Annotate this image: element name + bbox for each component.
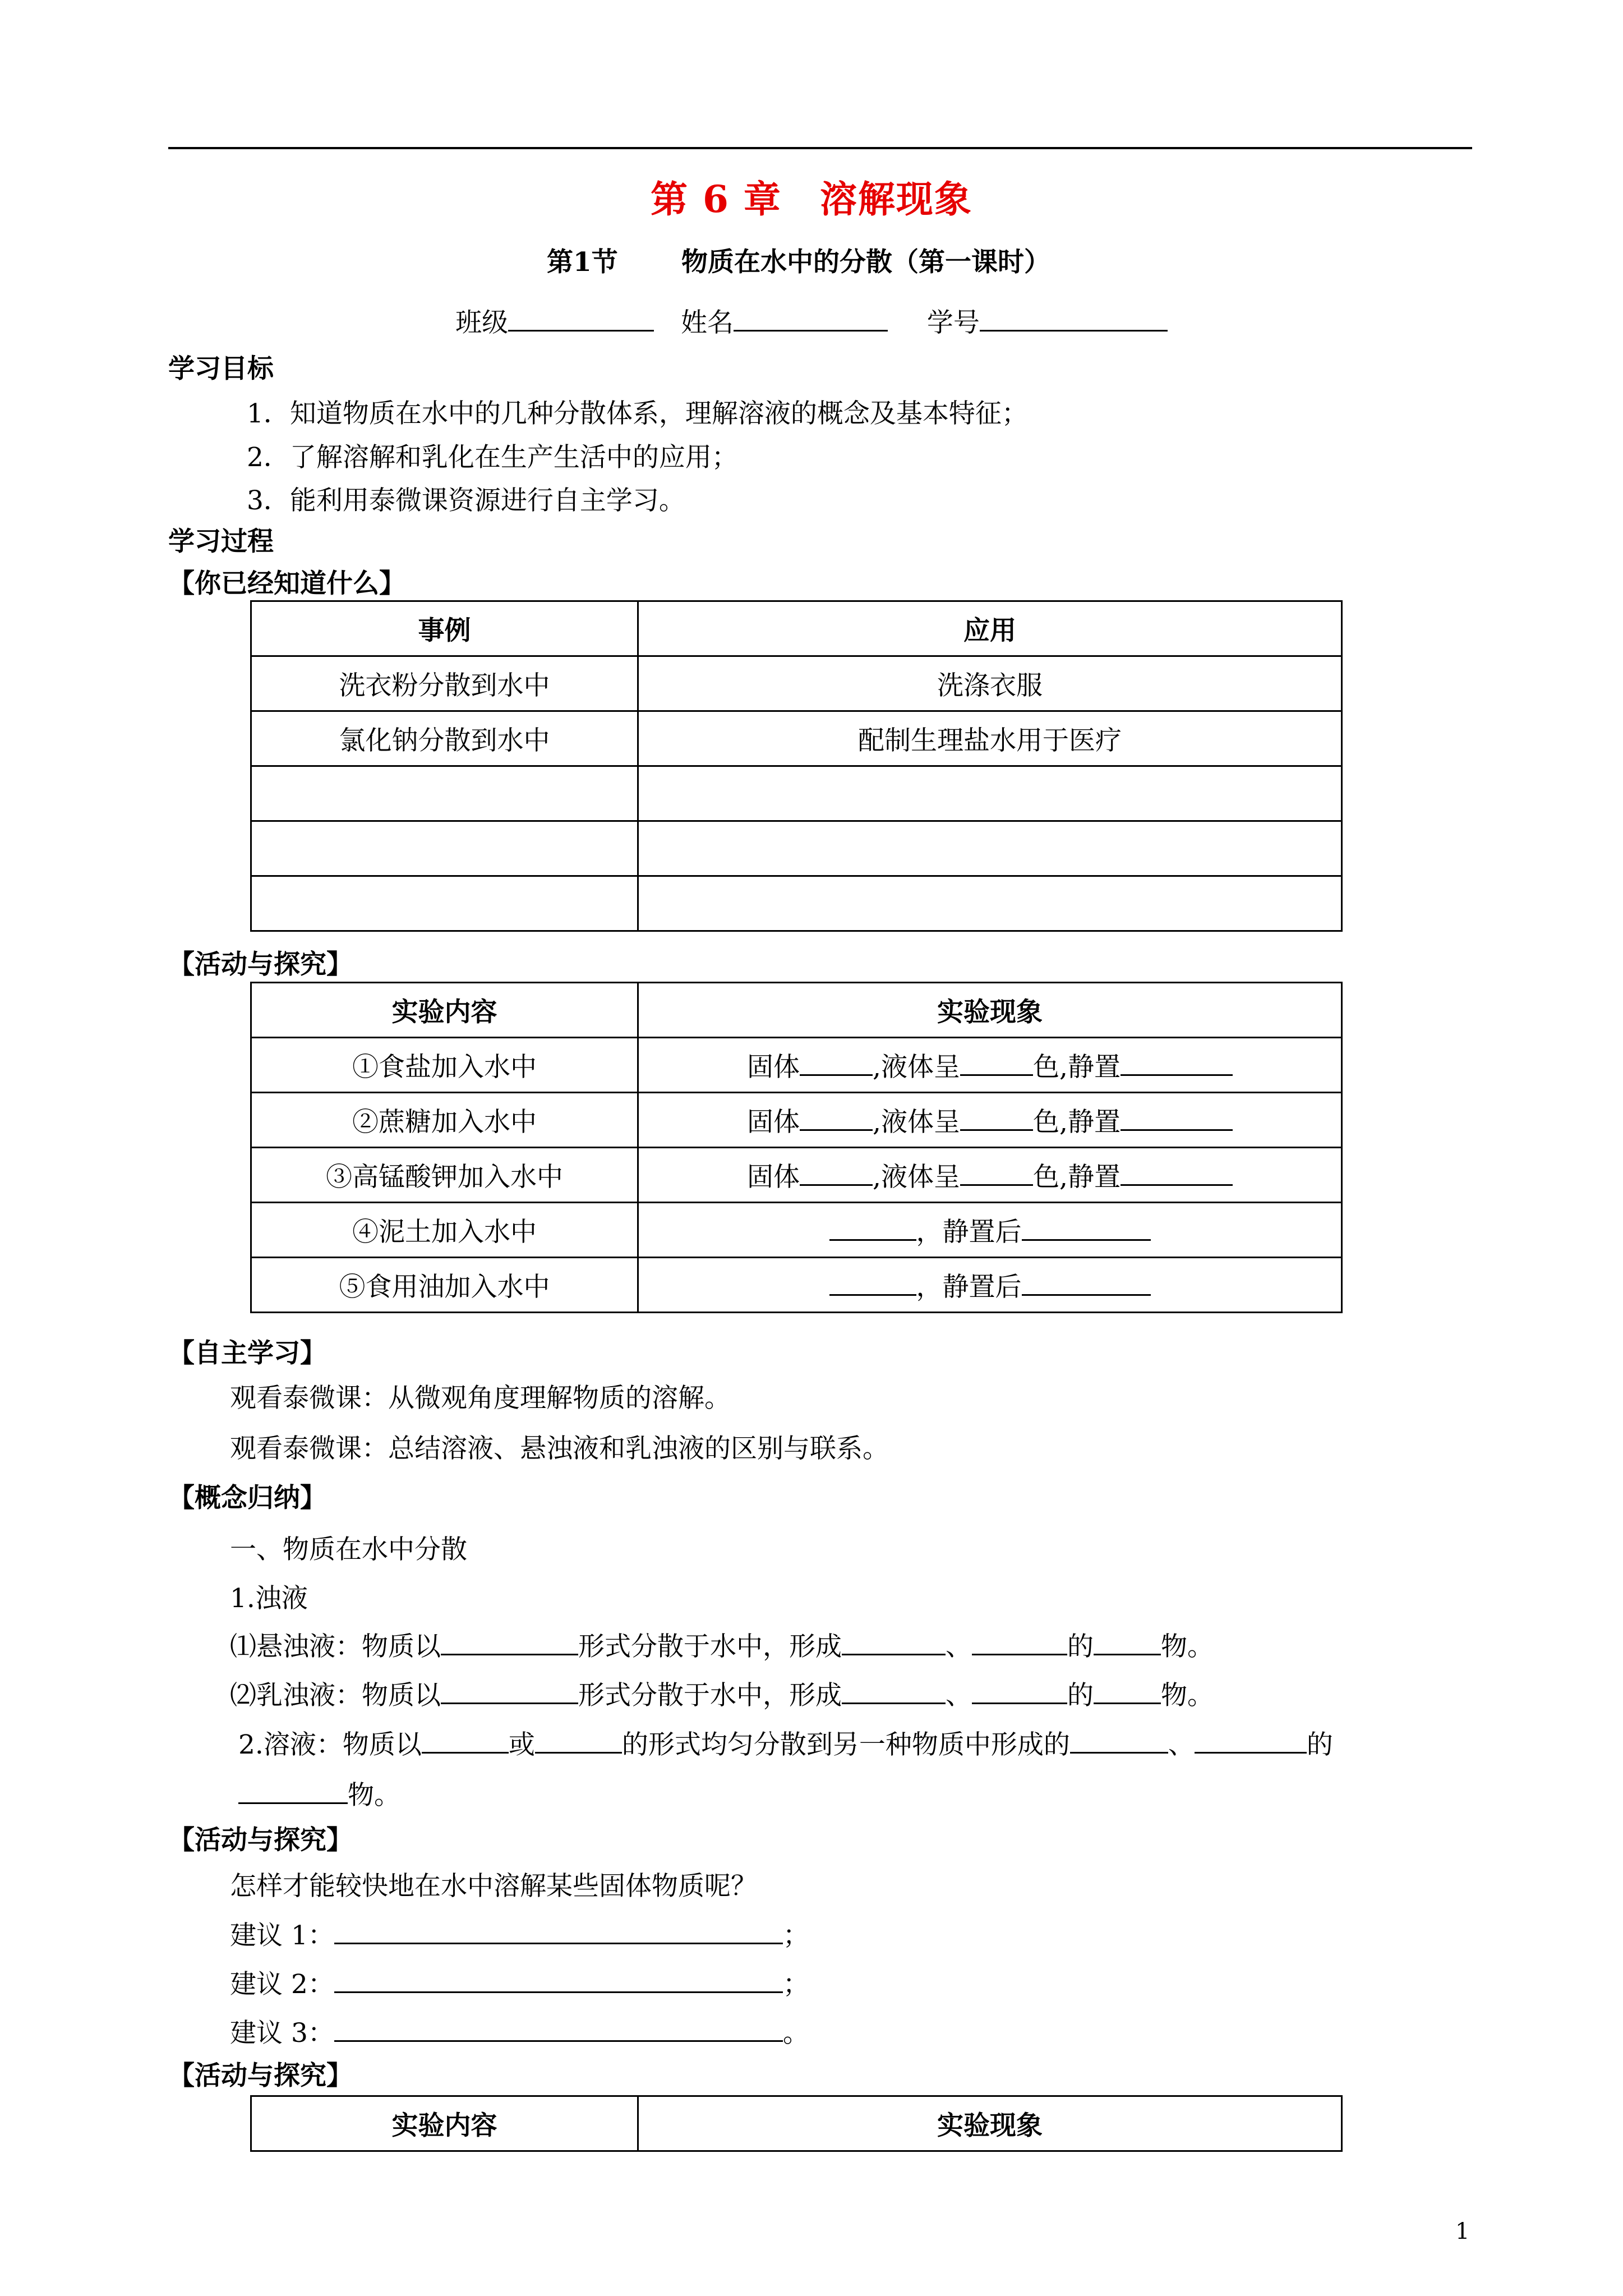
blank[interactable] <box>960 1105 1033 1131</box>
experiment-table <box>250 982 1343 1313</box>
blank[interactable] <box>972 1629 1067 1655</box>
application-cell[interactable] <box>638 766 1342 821</box>
blank[interactable] <box>829 1214 916 1241</box>
experiment-content: ②蔗糖加入水中 <box>251 1093 638 1148</box>
application-cell: 洗涤衣服 <box>638 656 1342 711</box>
blank[interactable] <box>1022 1214 1151 1241</box>
experiment-phenomenon: ，静置后 <box>638 1203 1342 1258</box>
table-row <box>251 1258 1342 1313</box>
blank[interactable] <box>535 1727 622 1754</box>
suggestion-line: 建议 2： ； <box>230 1963 809 2001</box>
blank[interactable] <box>960 1159 1033 1186</box>
blank[interactable] <box>1070 1727 1168 1754</box>
self-study-heading: 【自主学习】 <box>168 1338 326 1369</box>
self-study-line: 观看泰微课：从微观角度理解物质的溶解。 <box>230 1383 731 1414</box>
activity1-heading: 【活动与探究】 <box>168 949 353 980</box>
suspension-line: ⑴悬浊液：物质以 形式分散于水中，形成 、 的 物。 <box>230 1626 1214 1663</box>
activity2-heading: 【活动与探究】 <box>168 1825 353 1856</box>
example-cell[interactable] <box>251 821 638 876</box>
blank[interactable] <box>960 1050 1033 1076</box>
blank[interactable] <box>1094 1629 1161 1655</box>
goals-heading: 学习目标 <box>168 353 274 384</box>
blank[interactable] <box>842 1678 946 1704</box>
suggestion-line: 建议 1： ； <box>230 1915 809 1952</box>
application-cell[interactable] <box>638 821 1342 876</box>
blank[interactable] <box>422 1727 509 1754</box>
application-cell[interactable] <box>638 876 1342 931</box>
table-row <box>251 821 1342 876</box>
header-experiment-phenomenon: 实验现象 <box>638 2096 1342 2151</box>
example-cell[interactable] <box>251 876 638 931</box>
activity2-question: 怎样才能较快地在水中溶解某些固体物质呢？ <box>230 1871 757 1902</box>
header-experiment-content: 实验内容 <box>251 2096 638 2151</box>
table-row <box>251 1038 1342 1093</box>
blank[interactable] <box>1094 1678 1161 1704</box>
suggestion-line: 建议 3： 。 <box>230 2012 809 2050</box>
experiment-phenomenon: 固体 ,液体呈 色,静置 <box>638 1038 1342 1093</box>
solution-line-cont: 物。 <box>238 1774 400 1812</box>
experiment-content: ⑤食用油加入水中 <box>251 1258 638 1313</box>
blank[interactable] <box>829 1269 916 1296</box>
section-topic: 物质在水中的分散（第一课时） <box>681 247 1050 278</box>
class-label: 班级 <box>455 307 509 338</box>
blank[interactable] <box>800 1050 873 1076</box>
blank[interactable] <box>972 1678 1067 1704</box>
blank[interactable] <box>1121 1050 1233 1076</box>
id-label: 学号 <box>926 307 980 338</box>
concept-sub-heading: 一、物质在水中分散 <box>230 1534 467 1565</box>
table-row <box>251 766 1342 821</box>
table-row <box>251 656 1342 711</box>
header-rule <box>168 147 1472 149</box>
table-row <box>251 1148 1342 1203</box>
experiment-content: ①食盐加入水中 <box>251 1038 638 1093</box>
goal-item: 2．了解溶解和乳化在生产生活中的应用； <box>247 442 738 473</box>
example-cell: 洗衣粉分散到水中 <box>251 656 638 711</box>
header-experiment-phenomenon: 实验现象 <box>638 983 1342 1038</box>
id-blank[interactable] <box>980 305 1168 332</box>
experiment-phenomenon: ，静置后 <box>638 1258 1342 1313</box>
page-number: 1 <box>1455 2219 1470 2244</box>
concept-sub-heading: 1.浊液 <box>230 1583 308 1614</box>
suggestion-blank[interactable] <box>334 2016 783 2042</box>
table-row <box>251 876 1342 931</box>
experiment-content: ③高锰酸钾加入水中 <box>251 1148 638 1203</box>
experiment-phenomenon: 固体 ,液体呈 色,静置 <box>638 1093 1342 1148</box>
known-table <box>250 600 1343 932</box>
blank[interactable] <box>1195 1727 1307 1754</box>
header-experiment-content: 实验内容 <box>251 983 638 1038</box>
application-cell: 配制生理盐水用于医疗 <box>638 711 1342 766</box>
blank[interactable] <box>238 1778 348 1804</box>
concept-heading: 【概念归纳】 <box>168 1483 326 1513</box>
table-row <box>251 711 1342 766</box>
student-info <box>0 302 1623 339</box>
process-heading: 学习过程 <box>168 526 274 557</box>
suggestion-blank[interactable] <box>334 1918 783 1944</box>
goal-item: 3．能利用泰微课资源进行自主学习。 <box>247 485 685 516</box>
blank[interactable] <box>1022 1269 1151 1296</box>
chapter-title: 第 6 章 溶解现象 <box>651 177 972 221</box>
blank[interactable] <box>800 1105 873 1131</box>
blank[interactable] <box>441 1629 578 1655</box>
goal-item: 1．知道物质在水中的几种分散体系，理解溶液的概念及基本特征； <box>247 398 1028 429</box>
suggestion-blank[interactable] <box>334 1967 783 1993</box>
blank[interactable] <box>1121 1159 1233 1186</box>
header-example: 事例 <box>251 601 638 656</box>
emulsion-line: ⑵乳浊液：物质以 形式分散于水中，形成 、 的 物。 <box>230 1674 1214 1712</box>
header-application: 应用 <box>638 601 1342 656</box>
table-row <box>251 1093 1342 1148</box>
table-row <box>251 1203 1342 1258</box>
solution-line: 2.溶液：物质以 或 的形式均匀分散到另一种物质中形成的 、 的 <box>238 1724 1333 1761</box>
self-study-line: 观看泰微课：总结溶液、悬浊液和乳浊液的区别与联系。 <box>230 1433 889 1464</box>
known-heading: 【你已经知道什么】 <box>168 568 405 599</box>
activity3-heading: 【活动与探究】 <box>168 2060 353 2091</box>
experiment-table-2 <box>250 2095 1343 2152</box>
name-blank[interactable] <box>734 305 888 332</box>
blank[interactable] <box>800 1159 873 1186</box>
class-blank[interactable] <box>508 305 654 332</box>
name-label: 姓名 <box>681 307 734 338</box>
example-cell[interactable] <box>251 766 638 821</box>
example-cell: 氯化钠分散到水中 <box>251 711 638 766</box>
blank[interactable] <box>441 1678 578 1704</box>
blank[interactable] <box>1121 1105 1233 1131</box>
blank[interactable] <box>842 1629 946 1655</box>
experiment-phenomenon: 固体 ,液体呈 色,静置 <box>638 1148 1342 1203</box>
experiment-content: ④泥土加入水中 <box>251 1203 638 1258</box>
section-number: 第1节 <box>547 247 618 278</box>
